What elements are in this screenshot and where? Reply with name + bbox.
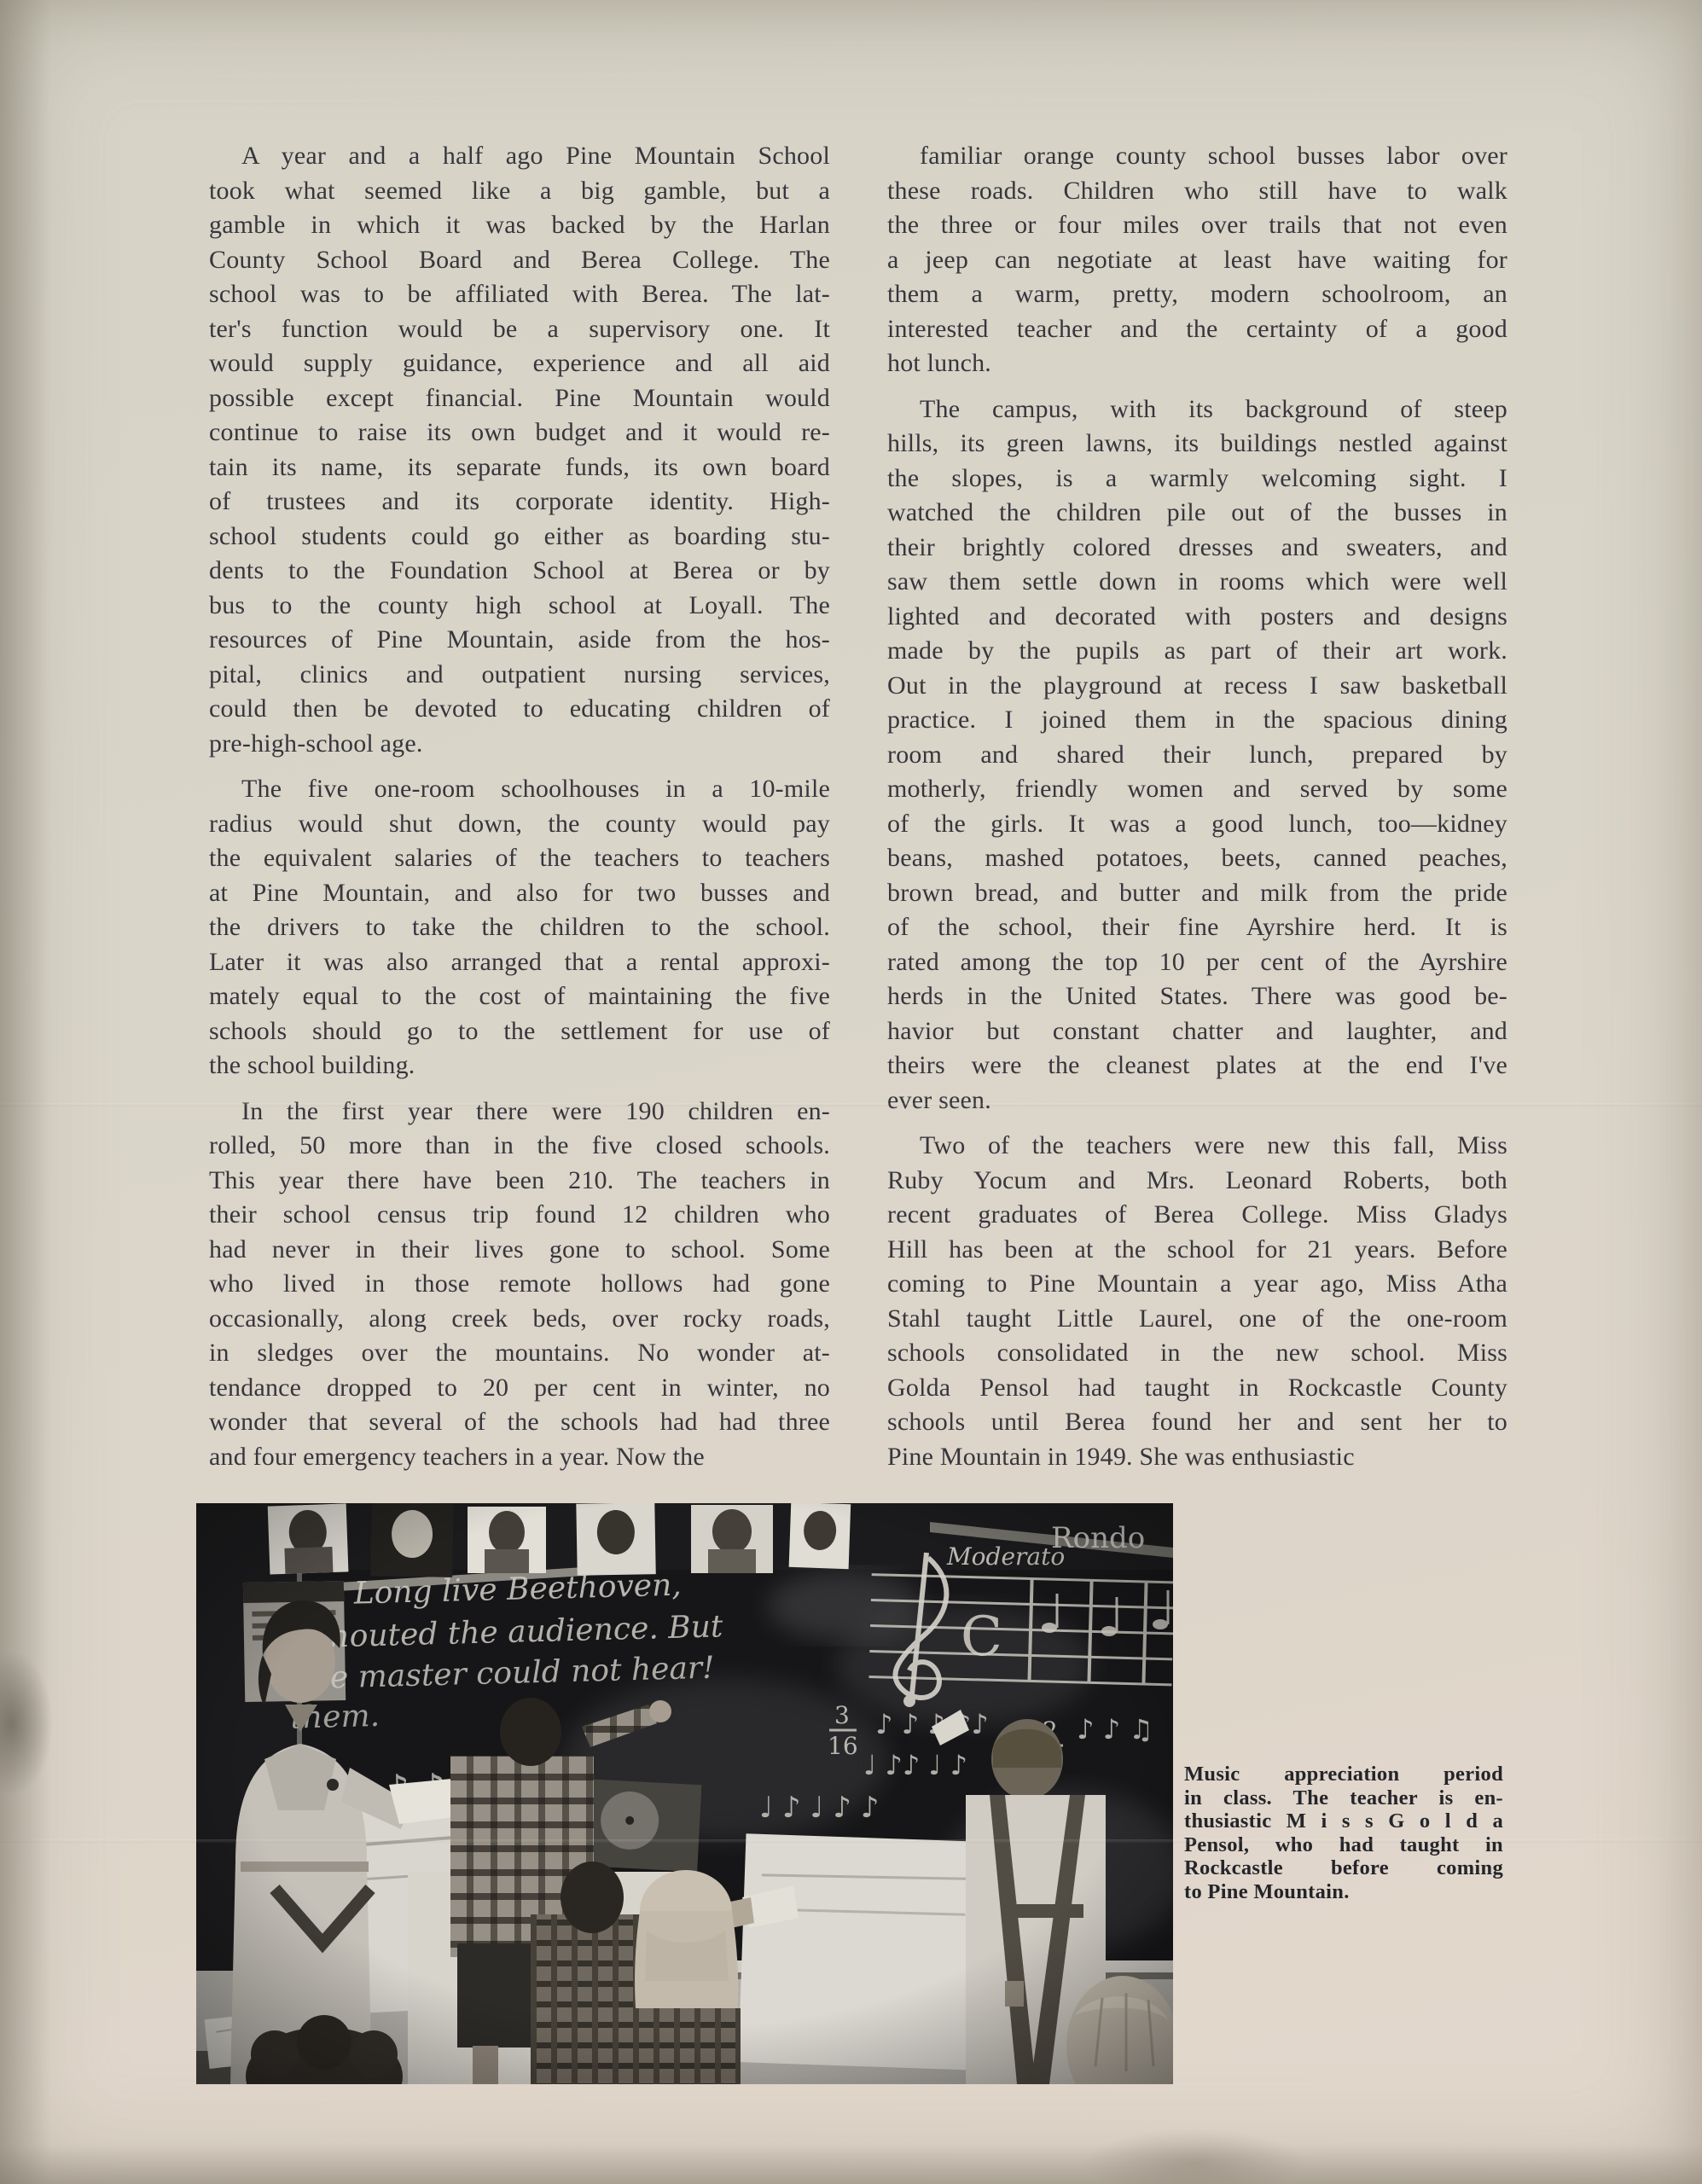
text-line: rated among the top 10 per cent of the Ayrshire [887,947,1507,976]
caption-line: to Pine Mountain. [1184,1879,1350,1903]
text-line: Stahl taught Little Laurel, one of the one-room [887,1304,1507,1333]
text-line: their brightly colored dresses and sweaters, and [887,532,1507,561]
text-line: the slopes, is a warmly welcoming sight. I [887,463,1507,492]
text-line: A year and a half ago Pine Mountain School [241,142,830,170]
text-line: had never in their lives gone to school. Some [209,1234,830,1263]
text-line: gamble in which it was backed by the Harlan [209,211,830,239]
text-line: recent graduates of Berea College. Miss Gladys [887,1200,1507,1228]
text-line: the equivalent salaries of the teachers to teachers [209,844,830,872]
text-line: at Pine Mountain, and also for two busses and [209,878,830,907]
paragraph [887,139,1507,381]
text-line: Pine Mountain in 1949. She was enthusiastic [887,1442,1355,1471]
text-line: The five one-room schoolhouses in a 10-mile [241,775,830,803]
photo-vignette [196,1503,1173,2084]
text-line: Later it was also arranged that a rental approxi- [209,947,830,976]
text-line: In the first year there were 190 children en- [241,1096,830,1125]
text-line: familiar orange county school busses labor over [920,142,1507,170]
text-line: pre-high-school age. [209,729,423,758]
text-line: Hill has been at the school for 21 years. Before [887,1234,1507,1263]
text-line: herds in the United States. There was good be- [887,982,1507,1010]
text-line: tendance dropped to 20 per cent in winter, no [209,1373,830,1402]
text-line: the school building. [209,1051,415,1079]
text-line: County School Board and Berea College. The [209,245,830,274]
text-line: The campus, with its background of steep [920,394,1507,423]
text-line: wonder that several of the schools had had three [209,1408,830,1436]
paper-crease [0,1839,1702,1843]
text-line: Golda Pensol had taught in Rockcastle County [887,1373,1507,1402]
paragraph [209,139,830,761]
photo-caption [1184,1763,1503,1904]
text-line: school was to be affiliated with Berea. The lat- [209,280,830,308]
text-line: of trustees and its corporate identity. High- [209,487,830,515]
text-line: tain its name, its separate funds, its own board [209,452,830,481]
text-line: interested teacher and the certainty of a good [887,314,1507,343]
text-line: them a warm, pretty, modern schoolroom, an [887,280,1507,308]
text-line: havior but constant chatter and laughter, and [887,1016,1507,1045]
paragraph [887,392,1507,1118]
text-line: rolled, 50 more than in the five closed schools. [209,1131,830,1159]
text-line: mately equal to the cost of maintaining the five [209,982,830,1010]
page-edge-shadow [0,2145,1702,2184]
classroom-photograph [196,1503,1173,2084]
text-line: would supply guidance, experience and all aid [209,349,830,377]
text-line: watched the children pile out of the busses in [887,498,1507,526]
text-line: bus to the county high school at Loyall. The [209,590,830,619]
text-line: This year there have been 210. The teachers in [209,1165,830,1194]
text-line: schools consolidated in the new school. Miss [887,1339,1507,1367]
text-line: coming to Pine Mountain a year ago, Miss Atha [887,1269,1507,1298]
text-line: Two of the teachers were new this fall, Miss [920,1131,1507,1159]
text-line: ever seen. [887,1085,991,1114]
text-line: hot lunch. [887,349,991,377]
text-line: hills, its green lawns, its buildings nestled against [887,429,1507,457]
paper-crease [0,1103,1702,1107]
text-line: continue to raise its own budget and it would re- [209,418,830,446]
text-line: Ruby Yocum and Mrs. Leonard Roberts, both [887,1165,1507,1194]
text-line: theirs were the cleanest plates at the end I've [887,1051,1507,1079]
caption-line: Pensol, who had taught in [1184,1833,1503,1856]
text-line: who lived in those remote hollows had gone [209,1269,830,1298]
text-line: of the school, their fine Ayrshire herd. It is [887,913,1507,941]
text-line: school students could go either as boarding stu- [209,521,830,550]
text-line: their school census trip found 12 children who [209,1200,830,1228]
caption-line: Music appreciation period [1184,1763,1503,1786]
paragraph [887,1129,1507,1474]
paragraph [209,1095,830,1475]
text-line: could then be devoted to educating children of [209,694,830,723]
paragraph [209,772,830,1083]
text-line: room and shared their lunch, prepared by [887,740,1507,769]
text-line: schools should go to the settlement for use of [209,1016,830,1045]
text-line: a jeep can negotiate at least have waiting for [887,245,1507,274]
text-line: the three or four miles over trails that not even [887,211,1507,239]
text-line: and four emergency teachers in a year. Now the [209,1442,705,1471]
text-line: possible except financial. Pine Mountain would [209,383,830,412]
text-line: saw them settle down in rooms which were well [887,567,1507,595]
text-line: ter's function would be a supervisory one. It [209,314,830,343]
text-line: these roads. Children who still have to walk [887,176,1507,205]
text-line: occasionally, along creek beds, over rocky roads, [209,1304,830,1333]
text-line: in sledges over the mountains. No wonder at- [209,1339,830,1367]
text-line: brown bread, and butter and milk from the pride [887,878,1507,907]
text-line: lighted and decorated with posters and designs [887,601,1507,630]
text-line: made by the pupils as part of their art work. [887,636,1507,665]
caption-line: in class. The teacher is en- [1184,1786,1503,1809]
text-line: beans, mashed potatoes, beets, canned peaches, [887,844,1507,872]
text-line: the drivers to take the children to the school. [209,913,830,941]
article-column-right [887,139,1507,1485]
text-line: Out in the playground at recess I saw basketball [887,671,1507,700]
text-line: schools until Berea found her and sent her to [887,1408,1507,1436]
text-line: dents to the Foundation School at Berea or by [209,556,830,584]
text-line: took what seemed like a big gamble, but a [209,176,830,205]
text-line: resources of Pine Mountain, aside from the hos- [209,625,830,653]
text-line: motherly, friendly women and served by some [887,775,1507,803]
caption-line: thusiastic M i s s G o l d a [1184,1809,1503,1833]
text-line: pital, clinics and outpatient nursing services, [209,659,830,688]
caption-line: Rockcastle before coming [1184,1856,1503,1880]
page-edge-shadow [0,0,51,2184]
text-line: practice. I joined them in the spacious dining [887,706,1507,734]
text-line: radius would shut down, the county would pay [209,809,830,838]
text-line: of the girls. It was a good lunch, too—kidney [887,809,1507,838]
article-column-left [209,139,830,1485]
